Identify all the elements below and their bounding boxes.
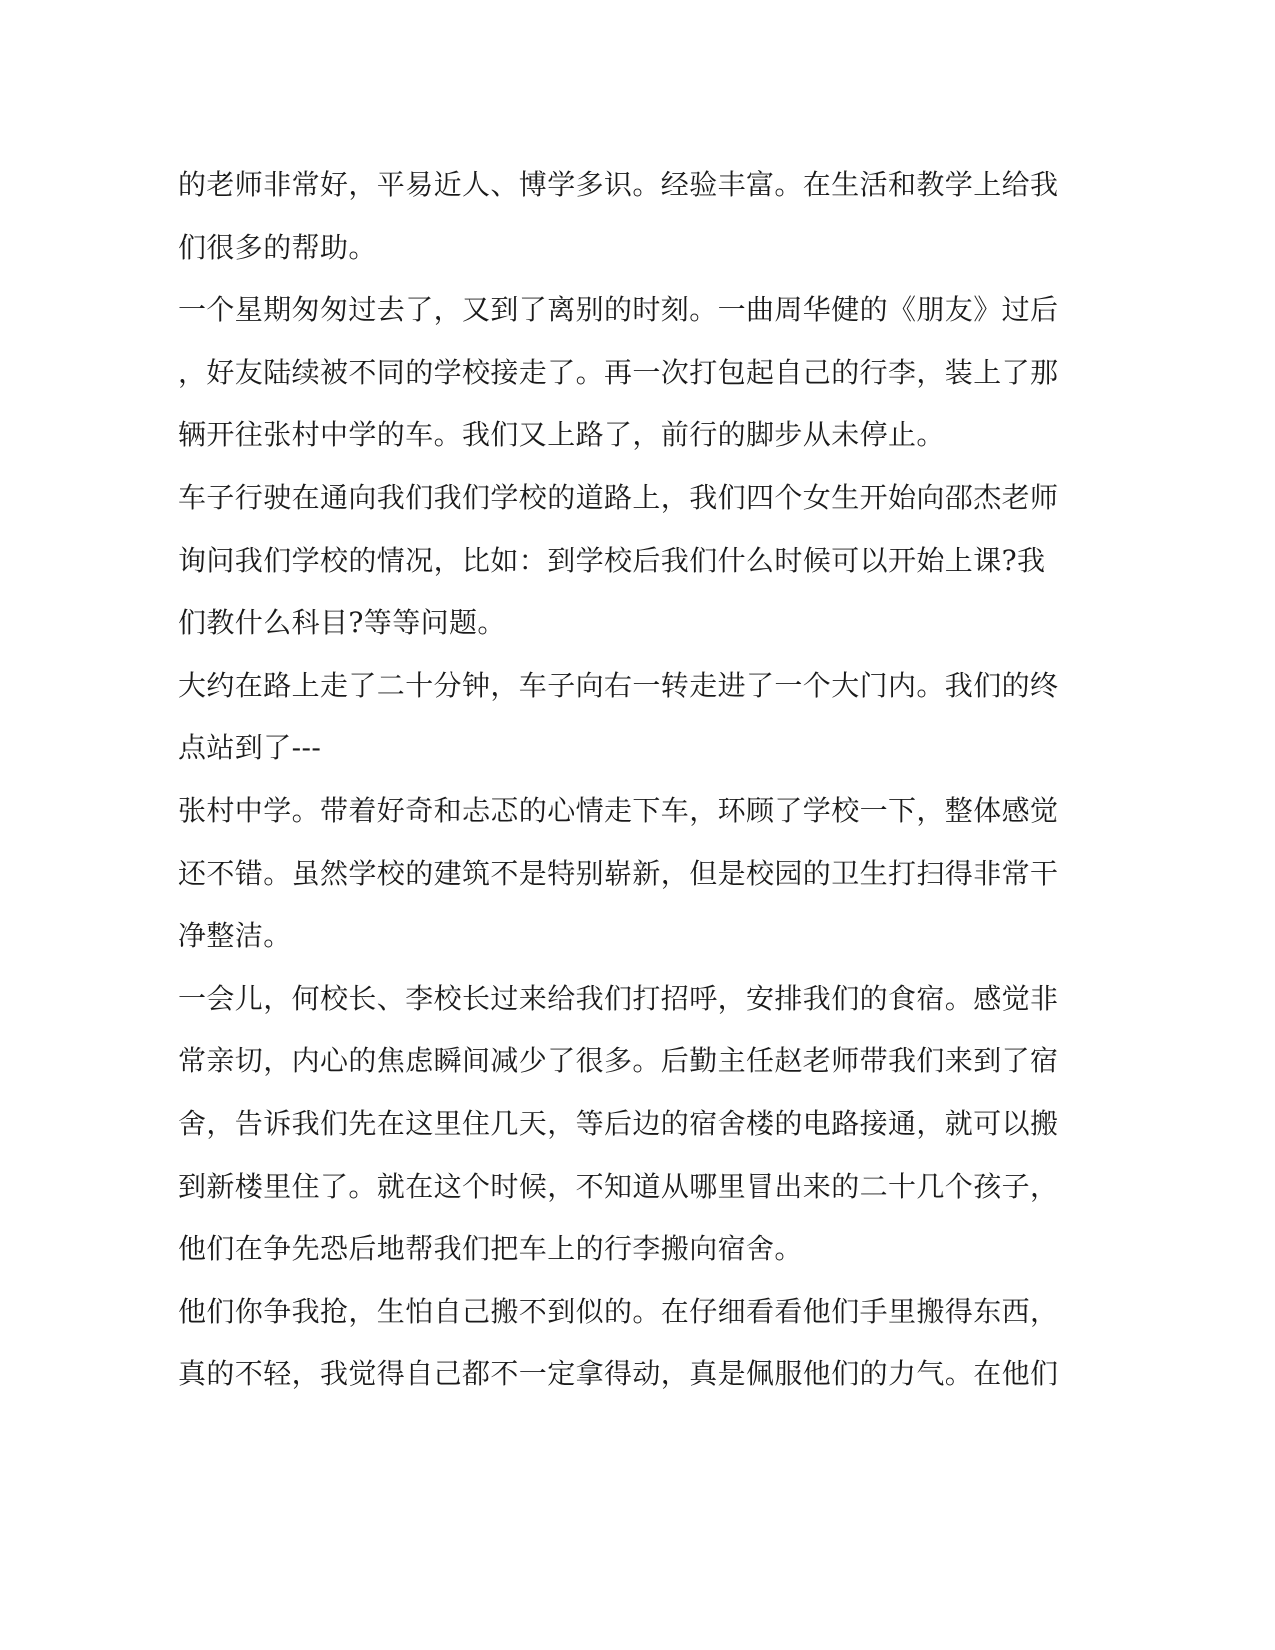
text-line: 他们你争我抢，生怕自己搬不到似的。在仔细看看他们手里搬得东西， bbox=[178, 1294, 1059, 1328]
text-line: 们教什么科目?等等问题。 bbox=[178, 606, 506, 640]
text-line: 一会儿，何校长、李校长过来给我们打招呼，安排我们的食宿。感觉非 bbox=[178, 981, 1059, 1015]
text-line: 还不错。虽然学校的建筑不是特别崭新，但是校园的卫生打扫得非常干 bbox=[178, 856, 1059, 890]
text-line: 他们在争先恐后地帮我们把车上的行李搬向宿舍。 bbox=[178, 1232, 803, 1266]
text-line: 一个星期匆匆过去了，又到了离别的时刻。一曲周华健的《朋友》过后 bbox=[178, 293, 1059, 327]
text-line: 舍，告诉我们先在这里住几天，等后边的宿舍楼的电路接通，就可以搬 bbox=[178, 1106, 1059, 1140]
text-line: 点站到了--- bbox=[178, 731, 322, 765]
text-line: 张村中学。带着好奇和忐忑的心情走下车，环顾了学校一下，整体感觉 bbox=[178, 793, 1059, 827]
text-line: 净整洁。 bbox=[178, 919, 292, 953]
text-line: 到新楼里住了。就在这个时候，不知道从哪里冒出来的二十几个孩子， bbox=[178, 1169, 1059, 1203]
body-text bbox=[178, 154, 1058, 1406]
text-line: 们很多的帮助。 bbox=[178, 230, 377, 264]
text-line: 大约在路上走了二十分钟，车子向右一转走进了一个大门内。我们的终 bbox=[178, 668, 1059, 702]
text-line: 真的不轻，我觉得自己都不一定拿得动，真是佩服他们的力气。在他们 bbox=[178, 1357, 1059, 1391]
text-line: 的老师非常好，平易近人、博学多识。经验丰富。在生活和教学上给我 bbox=[178, 168, 1059, 201]
text-line: 辆开往张村中学的车。我们又上路了，前行的脚步从未停止。 bbox=[178, 418, 945, 452]
text-line: 车子行驶在通向我们我们学校的道路上，我们四个女生开始向邵杰老师 bbox=[178, 480, 1059, 514]
text-line: 常亲切，内心的焦虑瞬间减少了很多。后勤主任赵老师带我们来到了宿 bbox=[178, 1044, 1059, 1078]
text-line: 询问我们学校的情况，比如：到学校后我们什么时候可以开始上课?我 bbox=[178, 543, 1046, 577]
text-line: ，好友陆续被不同的学校接走了。再一次打包起自己的行李，装上了那 bbox=[178, 355, 1059, 389]
